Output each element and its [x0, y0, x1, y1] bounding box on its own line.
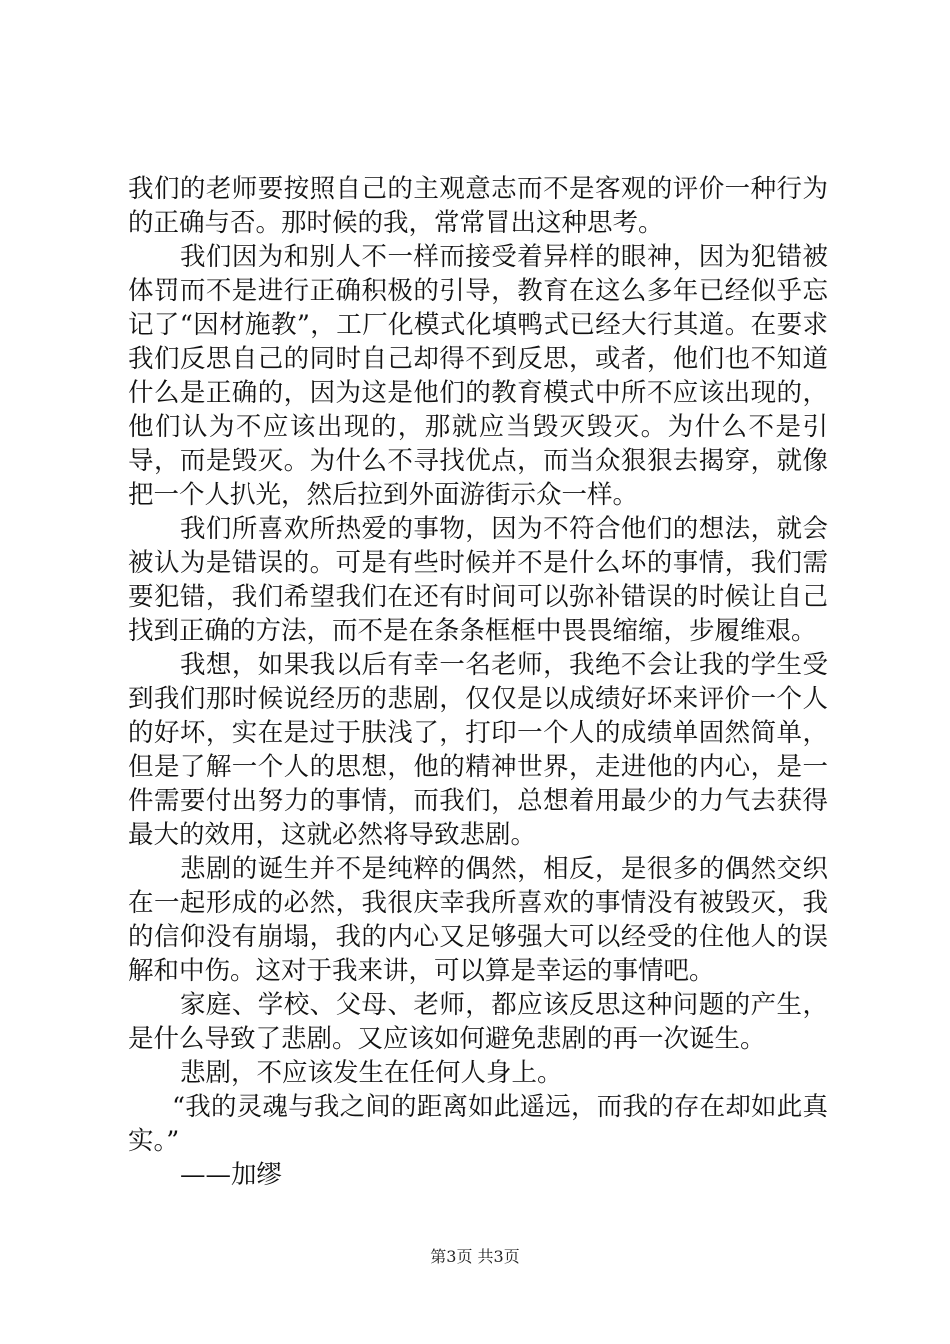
document-body [128, 172, 828, 1192]
paragraph: 我想，如果我以后有幸一名老师，我绝不会让我的学生受到我们那时候说经历的悲剧，仅仅是以成绩好坏来评价一个人的好坏，实在是过于肤浅了，打印一个人的成绩单固然简单，但是了解一个人的思想，他的精神世界，走进他的内心，是一件需要付出努力的事情，而我们，总想着用最少的力气去获得最大的效用，这就必然将导致悲剧。 [128, 650, 828, 850]
paragraph: 悲剧，不应该发生在任何人身上。 [180, 1058, 563, 1088]
page-footer: 第3页 共3页 [430, 1247, 520, 1266]
quote: “我的灵魂与我之间的距离如此遥远，而我的存在却如此真实。” [128, 1092, 828, 1156]
paragraph: 悲剧的诞生并不是纯粹的偶然，相反，是很多的偶然交织在一起形成的必然，我很庆幸我所喜欢的事情没有被毁灭，我的信仰没有崩塌，我的内心又足够强大可以经受的住他人的误解和中伤。这对于我来讲，可以算是幸运的事情吧。 [128, 854, 828, 986]
paragraph: 我们的老师要按照自己的主观意志而不是客观的评价一种行为的正确与否。那时候的我，常常冒出这种思考。 [128, 174, 828, 238]
paragraph: 我们因为和别人不一样而接受着异样的眼神，因为犯错被体罚而不是进行正确积极的引导，教育在这么多年已经似乎忘记了“因材施教”，工厂化模式化填鸭式已经大行其道。在要求我们反思自己的同时自己却得不到反思，或者，他们也不知道什么是正确的，因为这是他们的教育模式中所不应该出现的，他们认为不应该出现的，那就应当毁灭毁灭。为什么不是引导，而是毁灭。为什么不寻找优点，而当众狠狠去揭穿，就像把一个人扒光，然后拉到外面游街示众一样。 [128, 242, 828, 510]
quote-attribution: ——加缪 [180, 1160, 283, 1190]
paragraph: 我们所喜欢所热爱的事物，因为不符合他们的想法，就会被认为是错误的。可是有些时候并不是什么坏的事情，我们需要犯错，我们希望我们在还有时间可以弥补错误的时候让自己找到正确的方法，而不是在条条框框中畏畏缩缩，步履维艰。 [128, 514, 828, 646]
paragraph: 家庭、学校、父母、老师，都应该反思这种问题的产生，是什么导致了悲剧。又应该如何避免悲剧的再一次诞生。 [128, 990, 828, 1054]
